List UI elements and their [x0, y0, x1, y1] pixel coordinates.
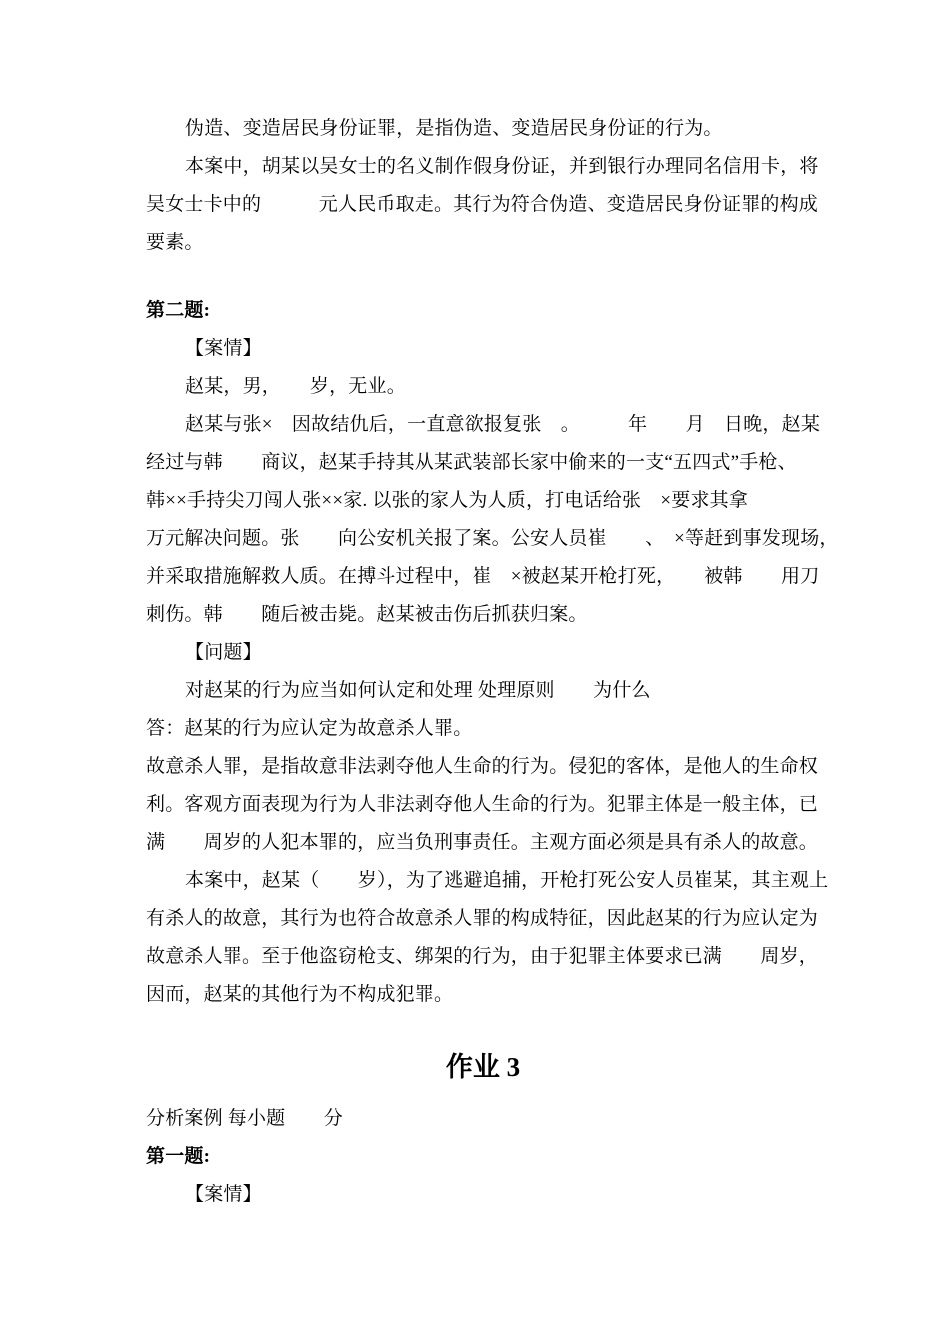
question2-answer-line-6: 有杀人的故意，其行为也符合故意杀人罪的构成特征，因此赵某的行为应认定为 — [146, 908, 819, 929]
question2-answer-line-8: 因而，赵某的其他行为不构成犯罪。 — [146, 984, 454, 1005]
question2-case-line-6: 并采取措施解救人质。在搏斗过程中，崔 ×被赵某开枪打死， 被韩 用刀 — [146, 566, 820, 587]
assignment3-title: 作业 3 — [445, 1052, 521, 1082]
question2-answer-line-7: 故意杀人罪。至于他盗窃枪支、绑架的行为，由于犯罪主体要求已满 周岁， — [146, 946, 819, 967]
assignment3-question1-heading: 第一题: — [146, 1146, 211, 1167]
assignment3-subtitle: 分析案例 每小题 分 — [146, 1108, 343, 1129]
question2-case-line-5: 万元解决问题。张 向公安机关报了案。公安人员崔 、 ×等赶到事发现场， — [146, 528, 839, 549]
question2-answer-line-5: 本案中，赵某（ 岁），为了逃避追捕，开枪打死公安人员崔某，其主观上 — [185, 870, 829, 891]
question2-case-line-7: 刺伤。韩 随后被击毙。赵某被击伤后抓获归案。 — [146, 604, 588, 625]
prev-answer-case-line-1: 本案中，胡某以吴女士的名义制作假身份证，并到银行办理同名信用卡，将 — [185, 156, 819, 177]
question2-answer-line-2: 故意杀人罪，是指故意非法剥夺他人生命的行为。侵犯的客体，是他人的生命权 — [146, 756, 819, 777]
question2-answer-line-1: 答：赵某的行为应认定为故意杀人罪。 — [146, 718, 473, 739]
question2-case-line-3: 经过与韩 商议，赵某手持其从某武装部长家中偷来的一支“五四式”手枪、 — [146, 452, 797, 473]
question2-problem-line: 对赵某的行为应当如何认定和处理 处理原则 为什么 — [185, 680, 651, 701]
question2-case-line-2: 赵某与张× 因故结仇后，一直意欲报复张 。 年 月 日晚，赵某 — [185, 414, 821, 435]
question2-answer-line-4: 满 周岁的人犯本罪的，应当负刑事责任。主观方面必须是具有杀人的故意。 — [146, 832, 819, 853]
prev-answer-case-line-2: 吴女士卡中的 元人民币取走。其行为符合伪造、变造居民身份证罪的构成 — [146, 194, 819, 215]
prev-answer-case-line-3: 要素。 — [146, 232, 204, 253]
question2-problem-label: 【问题】 — [185, 642, 262, 663]
question2-heading: 第二题: — [146, 300, 211, 321]
question2-case-line-4: 韩××手持尖刀闯人张××家. 以张的家人为人质，打电话给张 ×要求其拿 — [146, 490, 749, 511]
prev-answer-definition-line: 伪造、变造居民身份证罪，是指伪造、变造居民身份证的行为。 — [185, 118, 723, 139]
question2-answer-line-3: 利。客观方面表现为行为人非法剥夺他人生命的行为。犯罪主体是一般主体，已 — [146, 794, 819, 815]
question2-case-label: 【案情】 — [185, 338, 262, 359]
question2-case-line-1: 赵某，男， 岁，无业。 — [185, 376, 406, 397]
assignment3-case-label: 【案情】 — [185, 1184, 262, 1205]
